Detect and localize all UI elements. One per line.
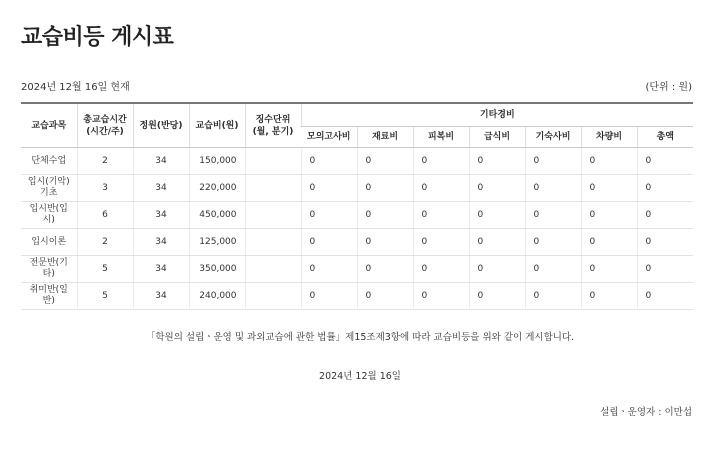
fee-cell: 450,000: [189, 202, 245, 229]
subject-cell: 입시(기악) 기초: [21, 175, 77, 202]
header-subject: 교습과목: [21, 103, 77, 148]
fee-table: [21, 102, 693, 310]
table-row: [21, 175, 693, 202]
other-expense-cell: 0: [469, 202, 525, 229]
other-expense-cell: 0: [637, 202, 693, 229]
other-expense-cell: 0: [301, 202, 357, 229]
other-expense-cell: 0: [637, 229, 693, 256]
hours-cell: 3: [77, 175, 133, 202]
other-expense-cell: 0: [581, 256, 637, 283]
table-row: [21, 229, 693, 256]
subject-cell: 입시이론: [21, 229, 77, 256]
other-expense-cell: 0: [413, 283, 469, 310]
other-expense-cell: 0: [581, 148, 637, 175]
other-expense-cell: 0: [357, 283, 413, 310]
hours-cell: 5: [77, 256, 133, 283]
subject-cell: 전문반(기 타): [21, 256, 77, 283]
other-expense-cell: 0: [525, 256, 581, 283]
other-expense-cell: 0: [469, 283, 525, 310]
other-expense-cell: 0: [413, 175, 469, 202]
collection-unit-cell: [245, 256, 301, 283]
header-other-expenses: 기타경비: [301, 103, 693, 127]
hours-cell: 2: [77, 148, 133, 175]
other-expense-cell: 0: [301, 256, 357, 283]
other-expense-cell: 0: [413, 256, 469, 283]
page-title: 교습비등 게시표: [21, 25, 174, 50]
other-expense-cell: 0: [301, 229, 357, 256]
other-expense-cell: 0: [525, 148, 581, 175]
table-row: [21, 256, 693, 283]
header-mock-exam: 모의고사비: [301, 127, 357, 148]
subject-cell: 단체수업: [21, 148, 77, 175]
header-collection-unit: 징수단위 (월, 분기): [245, 103, 301, 148]
collection-unit-cell: [245, 148, 301, 175]
other-expense-cell: 0: [301, 175, 357, 202]
other-expense-cell: 0: [357, 229, 413, 256]
header-vehicle: 차량비: [581, 127, 637, 148]
capacity-cell: 34: [133, 175, 189, 202]
other-expense-cell: 0: [413, 148, 469, 175]
notice-date: 2024년 12월 16일: [319, 371, 401, 382]
other-expense-cell: 0: [357, 202, 413, 229]
collection-unit-cell: [245, 202, 301, 229]
other-expense-cell: 0: [525, 202, 581, 229]
other-expense-cell: 0: [637, 148, 693, 175]
other-expense-cell: 0: [581, 202, 637, 229]
table-row: [21, 283, 693, 310]
table-row: [21, 202, 693, 229]
header-dormitory: 기숙사비: [525, 127, 581, 148]
collection-unit-cell: [245, 229, 301, 256]
header-materials: 재료비: [357, 127, 413, 148]
header-total: 총액: [637, 127, 693, 148]
fee-cell: 150,000: [189, 148, 245, 175]
other-expense-cell: 0: [581, 229, 637, 256]
fee-cell: 240,000: [189, 283, 245, 310]
other-expense-cell: 0: [469, 175, 525, 202]
header-fee: 교습비(원): [189, 103, 245, 148]
other-expense-cell: 0: [525, 229, 581, 256]
collection-unit-cell: [245, 175, 301, 202]
header-hours: 총교습시간 (시간/주): [77, 103, 133, 148]
other-expense-cell: 0: [637, 256, 693, 283]
capacity-cell: 34: [133, 229, 189, 256]
table-row: [21, 148, 693, 175]
other-expense-cell: 0: [357, 175, 413, 202]
other-expense-cell: 0: [637, 283, 693, 310]
capacity-cell: 34: [133, 148, 189, 175]
hours-cell: 6: [77, 202, 133, 229]
other-expense-cell: 0: [469, 256, 525, 283]
header-meals: 급식비: [469, 127, 525, 148]
subject-cell: 입시반(입 시): [21, 202, 77, 229]
other-expense-cell: 0: [525, 175, 581, 202]
fee-cell: 125,000: [189, 229, 245, 256]
hours-cell: 5: [77, 283, 133, 310]
as-of-date: 2024년 12월 16일 현재: [21, 82, 130, 93]
other-expense-cell: 0: [637, 175, 693, 202]
other-expense-cell: 0: [469, 229, 525, 256]
other-expense-cell: 0: [357, 148, 413, 175]
header-capacity: 정원(반당): [133, 103, 189, 148]
unit-label: (단위 : 원): [645, 82, 692, 93]
other-expense-cell: 0: [301, 283, 357, 310]
other-expense-cell: 0: [581, 283, 637, 310]
other-expense-cell: 0: [357, 256, 413, 283]
other-expense-cell: 0: [581, 175, 637, 202]
fee-cell: 350,000: [189, 256, 245, 283]
capacity-cell: 34: [133, 283, 189, 310]
hours-cell: 2: [77, 229, 133, 256]
fee-cell: 220,000: [189, 175, 245, 202]
other-expense-cell: 0: [301, 148, 357, 175]
other-expense-cell: 0: [469, 148, 525, 175]
other-expense-cell: 0: [525, 283, 581, 310]
legal-notice: 「학원의 설립ㆍ운영 및 과외교습에 관한 법률」제15조제3항에 따라 교습비등을 위와 같이 게시합니다.: [145, 332, 575, 343]
subject-cell: 취미반(일 반): [21, 283, 77, 310]
capacity-cell: 34: [133, 202, 189, 229]
header-clothing: 피복비: [413, 127, 469, 148]
operator-name: 설립ㆍ운영자 : 이만섭: [600, 407, 692, 418]
other-expense-cell: 0: [413, 202, 469, 229]
capacity-cell: 34: [133, 256, 189, 283]
collection-unit-cell: [245, 283, 301, 310]
other-expense-cell: 0: [413, 229, 469, 256]
